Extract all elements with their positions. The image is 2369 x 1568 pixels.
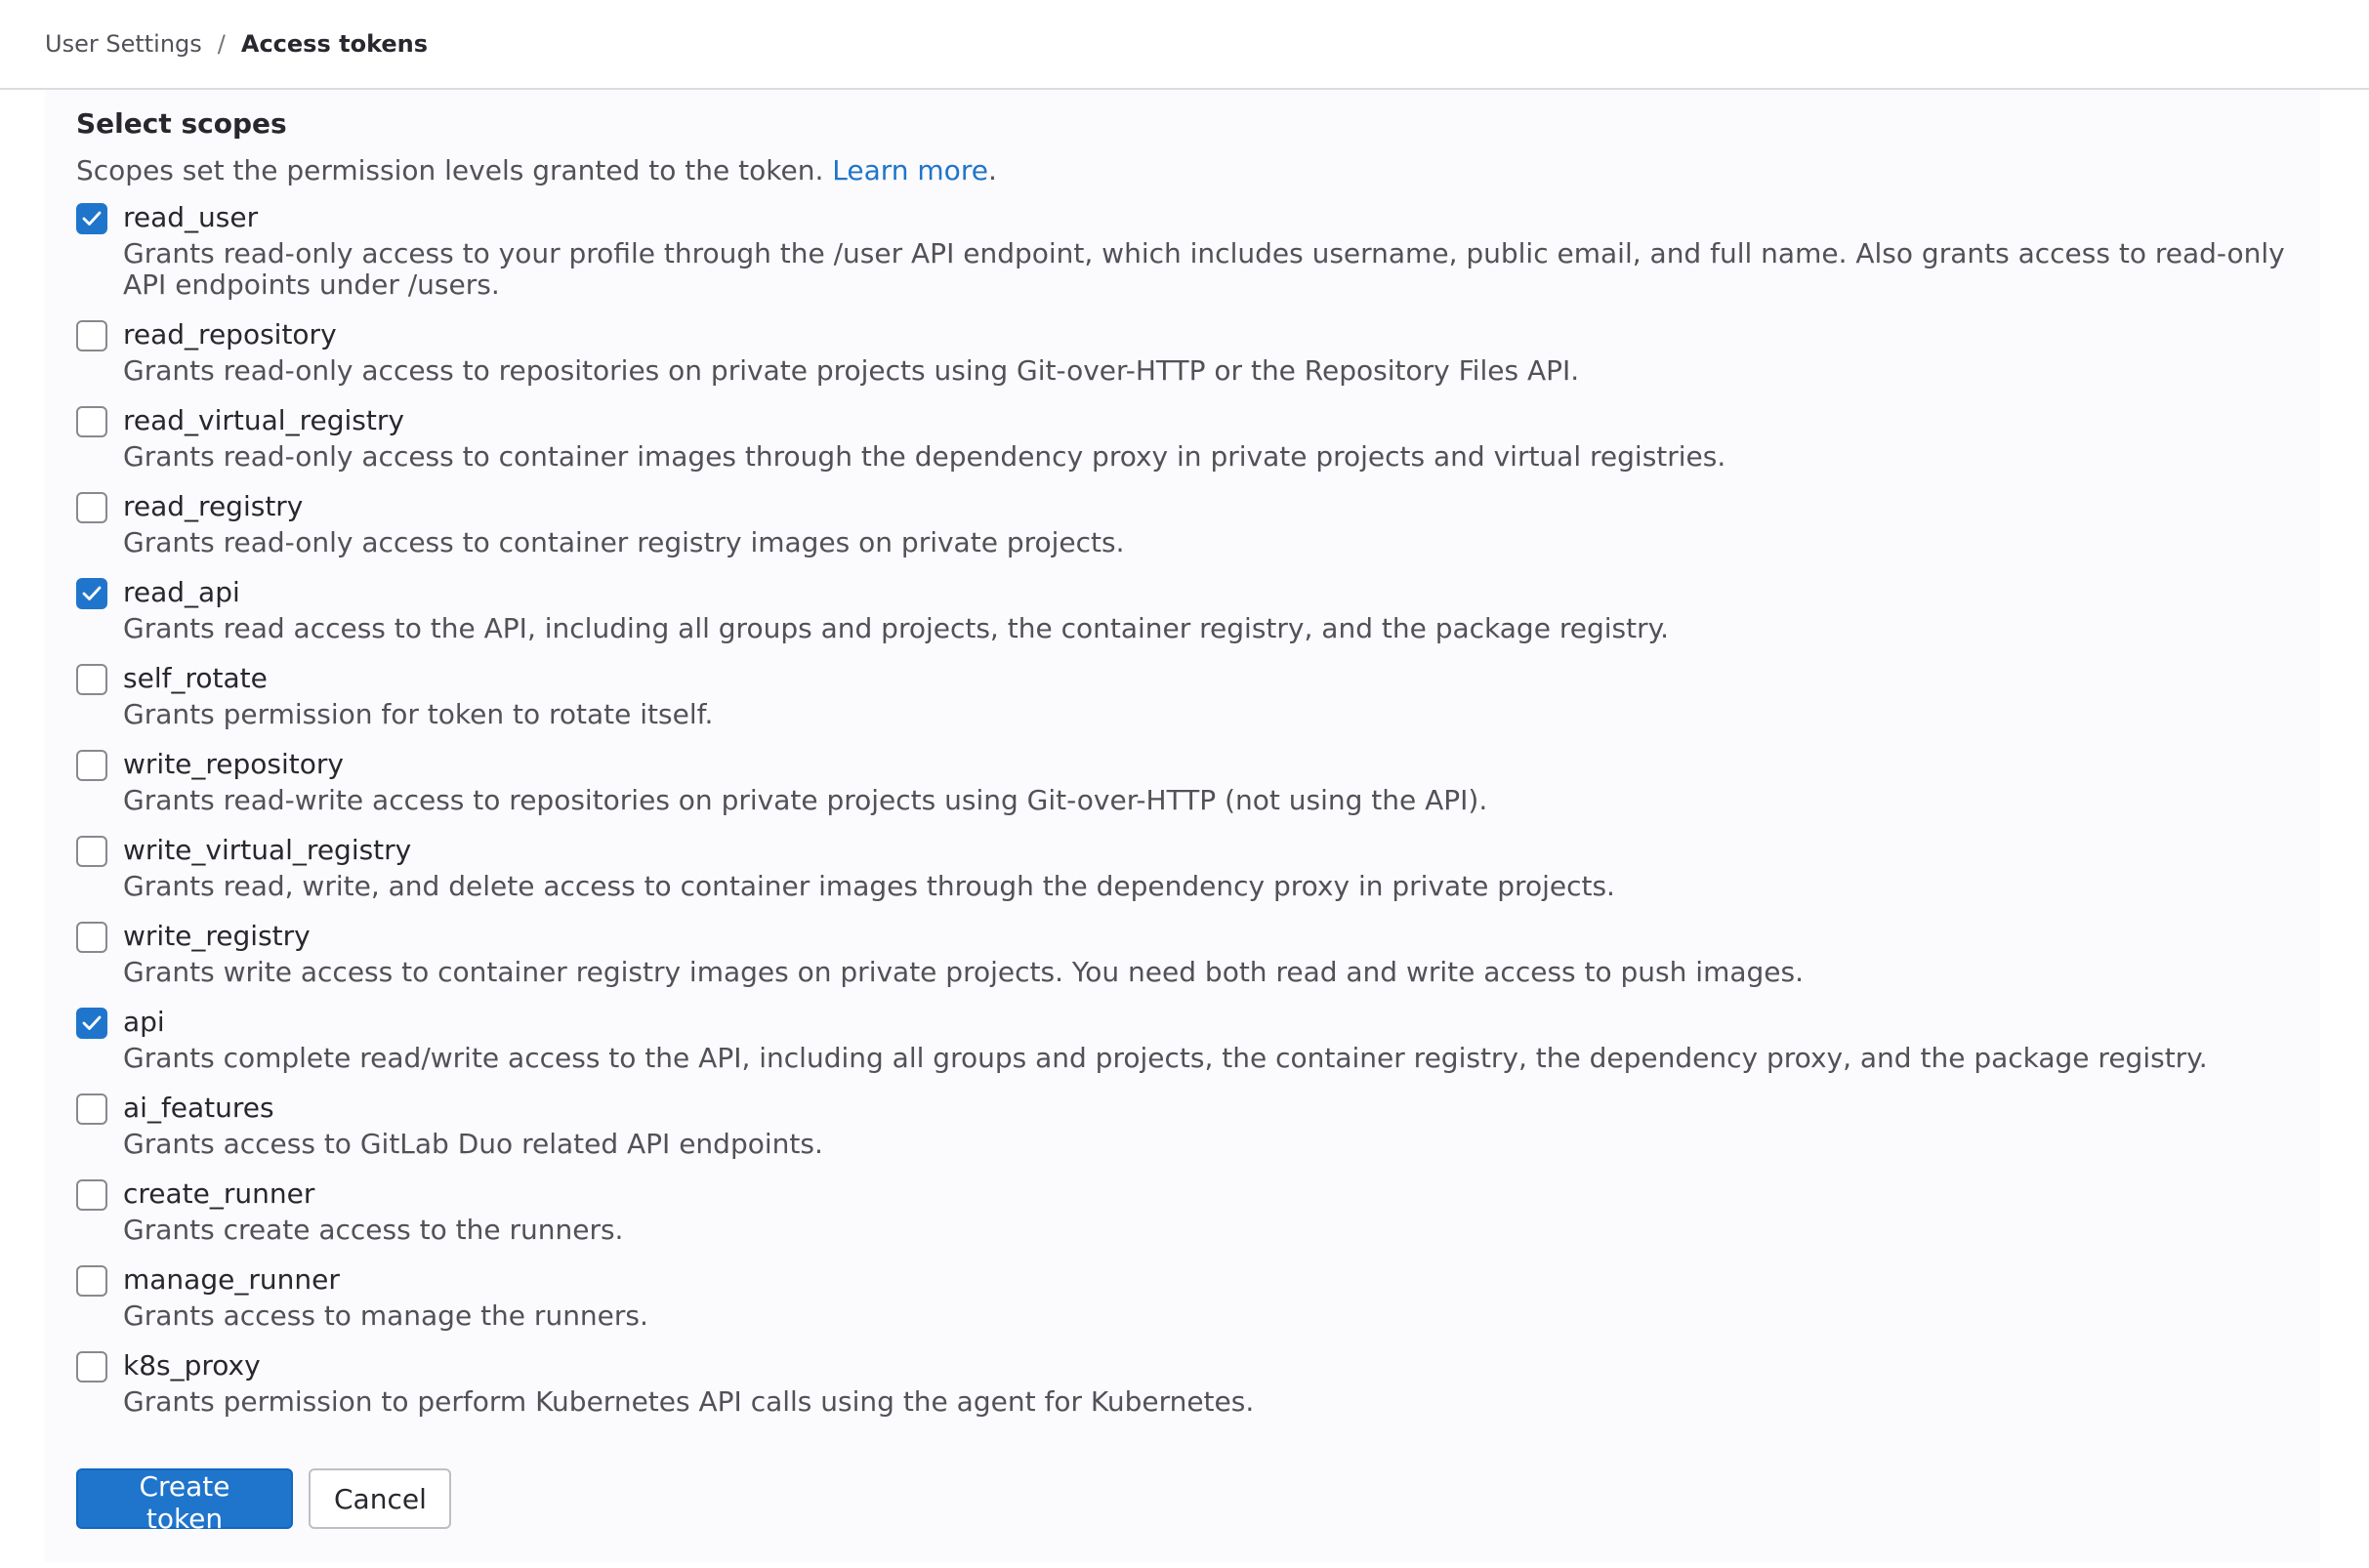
check-icon	[82, 210, 102, 227]
checkbox[interactable]	[76, 922, 107, 953]
checkbox[interactable]	[76, 1008, 107, 1039]
scope-description: Grants access to manage the runners.	[123, 1300, 648, 1332]
scope-name[interactable]: k8s_proxy	[123, 1349, 261, 1382]
checkbox[interactable]	[76, 203, 107, 234]
create-token-button[interactable]: Create token	[76, 1468, 293, 1529]
scopes-panel	[45, 90, 2320, 1562]
scope-name[interactable]: manage_runner	[123, 1263, 340, 1296]
scope-list	[76, 197, 2289, 1431]
checkbox[interactable]	[76, 750, 107, 781]
scope-description: Grants read-write access to repositories on private projects using Git-over-HTTP (not using the API).	[123, 784, 1488, 816]
scope-description: Grants read access to the API, including all groups and projects, the container registry, and the package registry.	[123, 612, 1670, 644]
scope-ai-features	[76, 1088, 2289, 1174]
scope-description: Grants access to GitLab Duo related API endpoints.	[123, 1128, 823, 1160]
scope-create-runner	[76, 1174, 2289, 1259]
scope-read-user	[76, 197, 2289, 314]
scope-name[interactable]: write_repository	[123, 748, 344, 780]
scope-read-registry	[76, 486, 2289, 572]
breadcrumb-user-settings[interactable]: User Settings	[45, 30, 202, 58]
scope-manage-runner	[76, 1259, 2289, 1345]
checkbox[interactable]	[76, 320, 107, 351]
scope-description: Grants read, write, and delete access to container images through the dependency proxy in private projects.	[123, 870, 1615, 902]
checkbox[interactable]	[76, 1265, 107, 1297]
form-actions	[76, 1468, 451, 1535]
breadcrumb-access-tokens[interactable]: Access tokens	[240, 30, 429, 58]
scope-name[interactable]: write_registry	[123, 920, 311, 952]
scope-description: Grants read-only access to your profile through the /user API endpoint, which includes username, public email, and full name. Also grants access to read-only API endpoints under /users.	[123, 237, 2285, 301]
scope-name[interactable]: ai_features	[123, 1092, 274, 1124]
breadcrumb	[45, 27, 428, 61]
section-description	[76, 150, 997, 191]
scope-write-virtual-registry	[76, 830, 2289, 916]
scope-description: Grants create access to the runners.	[123, 1214, 624, 1246]
checkbox[interactable]	[76, 1093, 107, 1125]
check-icon	[82, 1014, 102, 1032]
scope-api	[76, 1002, 2289, 1088]
checkbox[interactable]	[76, 836, 107, 867]
section-description-period: .	[987, 154, 997, 186]
checkbox[interactable]	[76, 492, 107, 523]
scope-name[interactable]: read_repository	[123, 318, 337, 351]
scope-name[interactable]: read_registry	[123, 490, 304, 522]
scope-description: Grants read-only access to repositories on private projects using Git-over-HTTP or the Repository Files API.	[123, 354, 1580, 387]
scope-write-repository	[76, 744, 2289, 830]
top-bar	[0, 0, 2369, 90]
checkbox[interactable]	[76, 1179, 107, 1211]
scope-name[interactable]: self_rotate	[123, 662, 268, 694]
section-title: Select scopes	[76, 107, 287, 140]
scope-name[interactable]: read_api	[123, 576, 240, 608]
scope-name[interactable]: create_runner	[123, 1177, 315, 1210]
checkbox[interactable]	[76, 664, 107, 695]
learn-more-link[interactable]: Learn more	[832, 154, 988, 186]
scope-read-virtual-registry	[76, 400, 2289, 486]
checkbox[interactable]	[76, 1351, 107, 1382]
section-description-text: Scopes set the permission levels granted to the token.	[76, 154, 824, 186]
scope-name[interactable]: read_virtual_registry	[123, 404, 404, 436]
checkbox[interactable]	[76, 406, 107, 437]
scope-self-rotate	[76, 658, 2289, 744]
scope-read-api	[76, 572, 2289, 658]
scope-description: Grants write access to container registry images on private projects. You need both read and write access to push images.	[123, 956, 1804, 988]
scope-description: Grants read-only access to container registry images on private projects.	[123, 526, 1125, 558]
scope-write-registry	[76, 916, 2289, 1002]
scope-description: Grants permission for token to rotate itself.	[123, 698, 714, 730]
check-icon	[82, 585, 102, 602]
scope-description: Grants permission to perform Kubernetes API calls using the agent for Kubernetes.	[123, 1385, 1255, 1418]
checkbox[interactable]	[76, 578, 107, 609]
scope-read-repository	[76, 314, 2289, 400]
scope-description: Grants complete read/write access to the API, including all groups and projects, the container registry, the dependency proxy, and the package registry.	[123, 1042, 2208, 1074]
breadcrumb-separator: /	[217, 30, 226, 58]
scope-description: Grants read-only access to container images through the dependency proxy in private projects and virtual registries.	[123, 440, 1726, 473]
scope-k8s-proxy	[76, 1345, 2289, 1431]
scope-name[interactable]: api	[123, 1006, 165, 1038]
scope-name[interactable]: read_user	[123, 201, 259, 233]
cancel-button[interactable]: Cancel	[309, 1468, 451, 1529]
scope-name[interactable]: write_virtual_registry	[123, 834, 412, 866]
